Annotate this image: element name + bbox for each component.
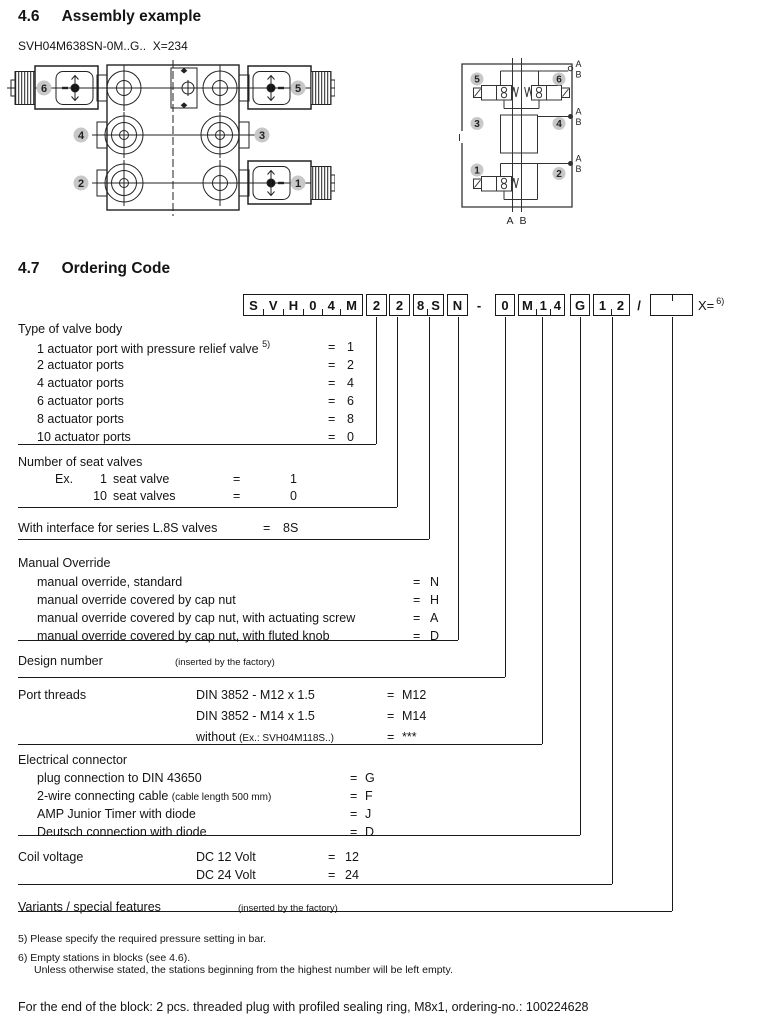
ordering-row: [0, 340, 758, 357]
hydraulic-schematic: [455, 55, 590, 227]
code-x-label: X= $^{6)}$: [698, 296, 725, 313]
row-label: 1 actuator port with pressure relief valve: [37, 342, 263, 357]
row-label: 10 actuator ports: [37, 430, 131, 444]
code-char: 2: [616, 297, 625, 313]
row-value: M14: [402, 709, 427, 723]
row-label: manual override, standard: [37, 575, 183, 589]
footnote-ref-6: 6): [716, 296, 725, 306]
code-char: M: [521, 297, 533, 313]
code-dash: -: [476, 297, 482, 313]
row-value: 12: [345, 850, 359, 864]
seat-valve-symbol-1: [474, 177, 519, 192]
code-char: V: [268, 297, 278, 313]
station-5-label: 5: [294, 83, 302, 95]
row-value: 1: [290, 472, 297, 486]
section-title: Manual Override: [18, 556, 111, 570]
row-eq: =: [413, 629, 421, 643]
footnote-6: 6) Empty stations in blocks (see 4.6).: [18, 952, 191, 964]
row-label: seat valves: [113, 489, 176, 503]
code-char: 0: [309, 297, 317, 313]
station-3-label: 3: [258, 130, 266, 142]
code-char: S: [431, 297, 440, 313]
assembly-subtitle: SVH04M638SN-0M..G.. X=234: [18, 39, 188, 53]
row-value: 4: [347, 376, 354, 390]
row-value: J: [365, 807, 372, 821]
row-value: H: [430, 593, 440, 607]
row-eq: =: [328, 868, 336, 882]
code-slash: /: [637, 297, 641, 313]
ordering-row: [0, 575, 758, 592]
row-label: Ex.: [55, 472, 74, 486]
ordering-row: [0, 789, 758, 806]
row-label-small: (cable length 500 mm): [171, 792, 272, 803]
row-label: manual override covered by cap nut: [37, 593, 236, 607]
row-eq: =: [387, 709, 395, 723]
code-char: 4: [327, 297, 335, 313]
row-label: manual override covered by cap nut, with actuating screw: [37, 611, 356, 625]
row-note: (inserted by the factory): [175, 657, 275, 668]
ordering-row: [0, 868, 758, 885]
section-title: Port threads: [18, 688, 87, 702]
port-pair-labels: [576, 59, 582, 174]
section-title: Number of seat valves: [18, 455, 143, 469]
code-box-interface: [413, 294, 444, 316]
schematic-station-2: 2: [556, 169, 562, 180]
row-eq: =: [387, 688, 395, 702]
port-b-label: B: [575, 164, 582, 174]
ordering-row: [0, 412, 758, 429]
row-eq: =: [350, 771, 358, 785]
row-label: manual override covered by cap nut, with fluted knob: [37, 629, 330, 643]
gallery-b-label: B: [519, 215, 527, 227]
ordering-row: [0, 430, 758, 447]
code-box-variants: [650, 294, 693, 316]
footnote-6-cont: Unless otherwise stated, the stations beginning from the highest number will be left empty.: [34, 964, 453, 976]
code-char: 8: [417, 297, 425, 313]
row-eq: =: [328, 358, 336, 372]
code-box-manual-override: [447, 294, 468, 316]
port-a-label: A: [575, 59, 582, 69]
row-eq: =: [328, 394, 336, 408]
code-char: S: [249, 297, 258, 313]
row-label: 2 actuator ports: [37, 358, 124, 372]
code-box-valve-body: [366, 294, 387, 316]
schematic-station-5: 5: [474, 74, 480, 86]
row-eq: =: [328, 376, 336, 390]
row-label: Deutsch connection with diode: [37, 825, 207, 839]
row-value: D: [430, 629, 440, 643]
ordering-title: Ordering Code: [61, 260, 171, 277]
row-value: D: [365, 825, 375, 839]
row-value: 2: [347, 358, 354, 372]
row-value: G: [365, 771, 375, 785]
ordering-row: [0, 593, 758, 610]
ordering-row: [0, 825, 758, 842]
section-title: Type of valve body: [18, 322, 123, 336]
row-eq: =: [350, 807, 358, 821]
row-note: (inserted by the factory): [238, 903, 338, 914]
row-value: 0: [347, 430, 354, 444]
schematic-station-4: 4: [556, 119, 562, 130]
port-b-label: B: [575, 117, 582, 127]
row-value: ***: [402, 730, 417, 744]
assembly-section-number: 4.6: [18, 8, 40, 25]
row-label: DC 12 Volt: [196, 850, 256, 864]
row-label: 8 actuator ports: [37, 412, 124, 426]
row-eq: =: [328, 340, 336, 354]
row-label-small: (Ex.: SVH04M118S..): [239, 733, 334, 744]
row-label: 2-wire connecting cable: [37, 789, 172, 803]
ordering-row: [0, 611, 758, 628]
row-eq: =: [413, 593, 421, 607]
end-of-block-note: For the end of the block: 2 pcs. threaded plug with profiled sealing ring, M8x1, ordering-no.: 100224628: [18, 1000, 589, 1014]
station-4-label: 4: [77, 130, 85, 142]
row-value: 1: [347, 340, 354, 354]
station-6-label: 6: [40, 83, 48, 95]
row-num: 1: [100, 472, 107, 486]
ordering-heading: [18, 260, 170, 278]
assembly-title: Assembly example: [61, 8, 202, 25]
ordering-row: [0, 358, 758, 375]
section-title: Electrical connector: [18, 753, 128, 767]
row-value: F: [365, 789, 373, 803]
code-char: 4: [553, 297, 561, 313]
ordering-row: [0, 521, 758, 538]
row-label: AMP Junior Timer with diode: [37, 807, 196, 821]
gallery-a-label: A: [506, 215, 514, 227]
section-title: Coil voltage: [18, 850, 84, 864]
ordering-row: [0, 472, 758, 489]
row-eq: =: [350, 789, 358, 803]
code-box-port-threads: [518, 294, 565, 316]
row-value: 8S: [283, 521, 299, 535]
code-box-series: [243, 294, 363, 316]
code-char: 1: [539, 297, 547, 313]
row-label: DIN 3852 - M12 x 1.5: [196, 688, 315, 702]
row-value: 24: [345, 868, 359, 882]
code-box-coil-voltage: [593, 294, 630, 316]
ordering-row: [0, 688, 758, 705]
ordering-row: [0, 629, 758, 646]
gallery-labels: [507, 215, 527, 227]
ordering-row: [0, 771, 758, 788]
port-b-label: B: [575, 69, 582, 80]
ordering-row: [0, 730, 758, 747]
code-char: 2: [372, 297, 381, 313]
code-char: G: [574, 297, 586, 313]
ordering-row: [0, 654, 758, 671]
row-label: Variants / special features: [18, 900, 161, 914]
code-char: 1: [598, 297, 607, 313]
ordering-section-number: 4.7: [18, 260, 40, 277]
row-eq: =: [350, 825, 358, 839]
row-eq: =: [387, 730, 395, 744]
ordering-row: [0, 394, 758, 411]
seat-valve-symbol-6: [525, 86, 570, 101]
code-char: H: [288, 297, 299, 313]
code-char: 0: [501, 297, 509, 313]
ordering-row: [0, 900, 758, 917]
assembly-heading: [18, 8, 201, 26]
port-a-label: A: [575, 153, 582, 164]
section-divider: [18, 539, 429, 540]
ordering-row: [0, 376, 758, 393]
row-value: 6: [347, 394, 354, 408]
row-eq: =: [328, 412, 336, 426]
port-a-label: A: [575, 106, 582, 117]
code-box-seat-valves: [389, 294, 410, 316]
row-label: plug connection to DIN 43650: [37, 771, 202, 785]
ordering-row: [0, 489, 758, 506]
row-eq: =: [233, 472, 241, 486]
row-label: Design number: [18, 654, 103, 668]
code-char: N: [452, 297, 463, 313]
row-value: N: [430, 575, 440, 589]
ordering-row: [0, 807, 758, 824]
row-value: A: [430, 611, 439, 625]
row-eq: =: [263, 521, 271, 535]
ordering-row: [0, 850, 758, 867]
row-eq: =: [233, 489, 241, 503]
row-label: 4 actuator ports: [37, 376, 124, 390]
section-divider: [18, 677, 505, 678]
schematic-station-6: 6: [556, 74, 562, 86]
row-label: DC 24 Volt: [196, 868, 256, 882]
ordering-row: [0, 709, 758, 726]
assembly-drawing: [5, 58, 335, 218]
schematic-station-3: 3: [474, 119, 480, 130]
row-value: M12: [402, 688, 427, 702]
code-char: M: [346, 297, 357, 313]
code-char: 2: [395, 297, 404, 313]
row-eq: =: [413, 611, 421, 625]
section-divider: [18, 507, 397, 508]
row-num: 10: [93, 489, 107, 503]
row-label: 6 actuator ports: [37, 394, 124, 408]
row-eq: =: [413, 575, 421, 589]
footnote-5: 5) Please specify the required pressure setting in bar.: [18, 933, 267, 945]
row-eq: =: [328, 850, 336, 864]
row-label: without: [196, 730, 240, 744]
row-label: seat valve: [113, 472, 170, 486]
row-value: 0: [290, 489, 297, 503]
code-box-connector: [570, 294, 590, 316]
row-label: With interface for series L.8S valves: [18, 521, 218, 535]
row-value: 8: [347, 412, 354, 426]
station-1-label: 1: [294, 178, 302, 190]
row-label: DIN 3852 - M14 x 1.5: [196, 709, 315, 723]
footnote-ref-5: 5): [262, 339, 271, 349]
seat-valve-symbol-5: [474, 86, 519, 101]
station-2-label: 2: [77, 178, 85, 190]
row-eq: =: [328, 430, 336, 444]
schematic-station-1: 1: [474, 165, 480, 177]
code-box-design-number: [495, 294, 515, 316]
